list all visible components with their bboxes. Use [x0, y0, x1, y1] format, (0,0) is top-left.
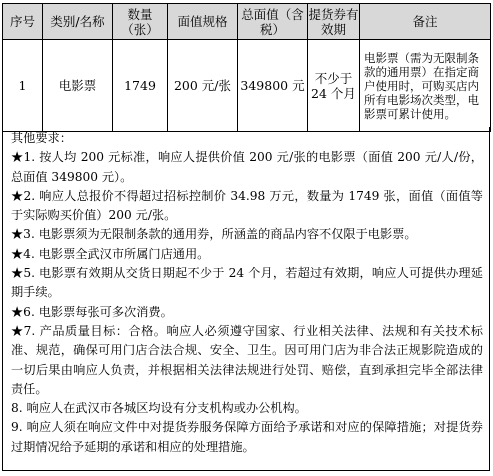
- other-requirements-title: 其他要求：: [11, 131, 72, 145]
- requirement-item: 9. 响应人须在响应文件中对提货券服务保障方面给予承诺和对应的保障措施；对提货券过期情况给予延期的承诺和相应的处理措施。: [11, 420, 483, 454]
- cell-validity: 不少于 24 个月: [308, 40, 360, 132]
- other-requirements: [2, 127, 490, 471]
- header-category: 类别/名称: [43, 4, 113, 40]
- header-index: 序号: [3, 4, 43, 40]
- requirement-item: ★6. 电影票每张可多次消费。: [11, 304, 173, 319]
- requirements-table: [2, 3, 491, 132]
- header-quantity: 数量（张）: [113, 4, 168, 40]
- cell-category: 电影票: [43, 40, 113, 132]
- requirement-item: ★7. 产品质量目标：合格。响应人必须遵守国家、行业相关法律、法规和有关技术标准、规范，确保可用门店合法合规、安全、卫生。因可用门店为非合法正规影院造成的一切后果由响应人负责，并根据相关法律法规进行处罚、赔偿，直到承担完毕全部法律责任。: [11, 323, 483, 396]
- header-validity: 提货券有效期: [308, 4, 360, 40]
- table-row: [3, 40, 491, 132]
- requirement-item: ★3. 电影票须为无限制条款的通用券，所涵盖的商品内容不仅限于电影票。: [11, 227, 417, 242]
- requirement-item: ★2. 响应人总报价不得超过招标控制价 34.98 万元，数量为 1749 张，面值（面值等于实际购买价值）200 元/张。: [11, 188, 483, 223]
- header-remark: 备注: [360, 4, 491, 40]
- cell-remark: 电影票（需为无限制条款的通用票）在指定商户使用时，可购买店内所有电影场次类型，电影票可累计使用。: [360, 40, 491, 132]
- requirement-item: ★4. 电影票全武汉市所属门店通用。: [11, 246, 210, 261]
- header-total-value: 总面值（含税）: [238, 4, 308, 40]
- table-header-row: [3, 4, 491, 40]
- cell-total-value: 349800 元: [238, 40, 308, 132]
- requirement-item: 8. 响应人在武汉市各城区均设有分支机构或办公机构。: [11, 401, 307, 416]
- cell-quantity: 1749: [113, 40, 168, 132]
- cell-index: 1: [3, 40, 43, 132]
- requirement-item: ★5. 电影票有效期从交货日期起不少于 24 个月，若超过有效期，响应人可提供办理延期手续。: [11, 266, 483, 300]
- cell-face-value: 200 元/张: [168, 40, 238, 132]
- header-face-value: 面值规格: [168, 4, 238, 40]
- requirement-item: ★1. 按人均 200 元标准，响应人提供价值 200 元/张的电影票（面值 200 元/人/份，总面值 349800 元）。: [11, 150, 483, 184]
